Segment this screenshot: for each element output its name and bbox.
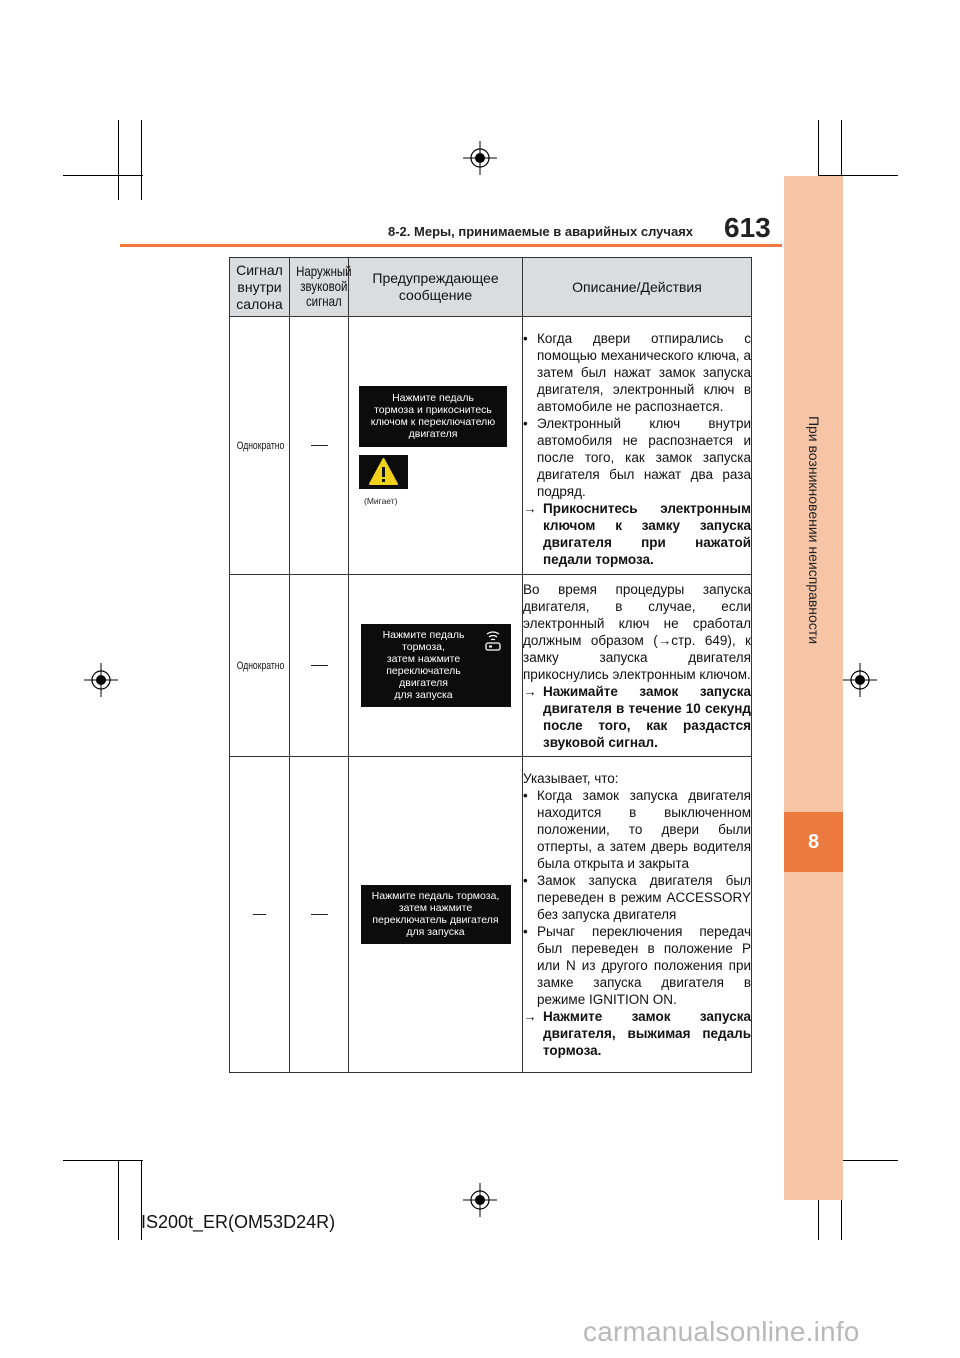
chapter-title: При возникновении неисправности bbox=[806, 415, 822, 645]
watermark: carmanualsonline.info bbox=[583, 1316, 860, 1347]
table-header-row bbox=[230, 258, 752, 317]
warning-indicator bbox=[359, 455, 408, 489]
dash-mark bbox=[311, 914, 328, 915]
list-item: • Электронный ключ внутри автомобиля не распознается и после того, как замок запуска двигателя был нажат два раза подряд. bbox=[523, 415, 751, 500]
header-rule bbox=[120, 244, 782, 247]
crop-mark bbox=[118, 1160, 119, 1240]
dash-mark bbox=[311, 665, 328, 666]
list-item: • Когда двери отпирались с помощью механического ключа, а затем был нажат замок запуска двигателя, электронный ключ в автомобиле не распознается. bbox=[523, 330, 751, 415]
description-cell bbox=[523, 575, 752, 757]
warning-message-display: Нажмите педаль тормоза, затем нажмите переключатель двигателя для запуска bbox=[361, 624, 511, 707]
registration-mark-icon bbox=[463, 1183, 497, 1217]
description-intro: Указывает, что: bbox=[523, 771, 619, 786]
header-warning-message: Предупреждающее сообщение bbox=[349, 258, 523, 317]
table-row bbox=[230, 575, 752, 757]
table-row bbox=[230, 757, 752, 1073]
action-text: → Нажимайте замок запуска двигателя в течение 10 секунд после того, как раздастся звуковой сигнал. bbox=[523, 683, 751, 750]
crop-mark bbox=[141, 120, 142, 200]
description-cell bbox=[523, 757, 752, 1073]
list-item: • Замок запуска двигателя был переведен в режим ACCESSORY без запуска двигателя bbox=[523, 872, 751, 923]
model-code: IS200t_ER(OM53D24R) bbox=[141, 1212, 336, 1232]
registration-mark-icon bbox=[463, 141, 497, 175]
blink-label: (Мигает) bbox=[364, 495, 398, 506]
header-description: Описание/Действия bbox=[523, 258, 752, 317]
registration-mark-icon bbox=[84, 663, 118, 697]
message-cell bbox=[349, 575, 523, 757]
dash-mark bbox=[253, 914, 266, 915]
list-item: • Когда замок запуска двигателя находится в выключенном положении, то двери были отперты, а затем дверь водителя была открыта и закрыта bbox=[523, 787, 751, 872]
chapter-number: 8 bbox=[784, 812, 843, 872]
warning-message-display: Нажмите педаль тормоза и прикоснитесь ключом к переключателю двигателя bbox=[359, 386, 507, 447]
list-item: • Рычаг переключения передач был переведен в положение P или N из другого положения при замке запуска двигателя в режиме IGNITION ON. bbox=[523, 923, 751, 1008]
description-text: Во время процедуры запуска двигателя, в случае, если электронный ключ не сработал должным образом (→стр. 649), к замку запуска двигателя прикоснулись электронным ключом. bbox=[523, 581, 751, 682]
inside-signal-cell bbox=[230, 757, 290, 1073]
warning-triangle-icon bbox=[359, 455, 408, 489]
dash-mark bbox=[311, 445, 328, 446]
page-number: 613 bbox=[724, 212, 771, 243]
message-cell bbox=[349, 317, 523, 575]
message-cell bbox=[349, 757, 523, 1073]
crop-mark bbox=[63, 175, 143, 176]
outside-signal-cell bbox=[290, 757, 349, 1073]
table-row bbox=[230, 317, 752, 575]
action-text: → Нажмите замок запуска двигателя, выжимая педаль тормоза. bbox=[523, 1009, 751, 1058]
header-inside-signal: Сигнал внутри салона bbox=[230, 258, 290, 317]
description-cell bbox=[523, 317, 752, 575]
action-text: → Прикоснитесь электронным ключом к замку запуска двигателя при нажатой педали тормоза. bbox=[523, 501, 751, 567]
warning-table bbox=[229, 257, 752, 1073]
inside-signal-cell: Однократно bbox=[230, 575, 290, 757]
registration-mark-icon bbox=[843, 663, 877, 697]
smart-key-icon bbox=[483, 630, 503, 652]
header-outside-signal: Наружный звуковой сигнал bbox=[290, 258, 349, 317]
crop-mark bbox=[118, 120, 119, 200]
outside-signal-cell bbox=[290, 317, 349, 575]
outside-signal-cell bbox=[290, 575, 349, 757]
inside-signal-cell: Однократно bbox=[230, 317, 290, 575]
crop-mark bbox=[63, 1160, 143, 1161]
section-title: 8-2. Меры, принимаемые в аварийных случаях bbox=[388, 224, 694, 239]
warning-message-display: Нажмите педаль тормоза, затем нажмите переключатель двигателя для запуска bbox=[361, 885, 511, 944]
